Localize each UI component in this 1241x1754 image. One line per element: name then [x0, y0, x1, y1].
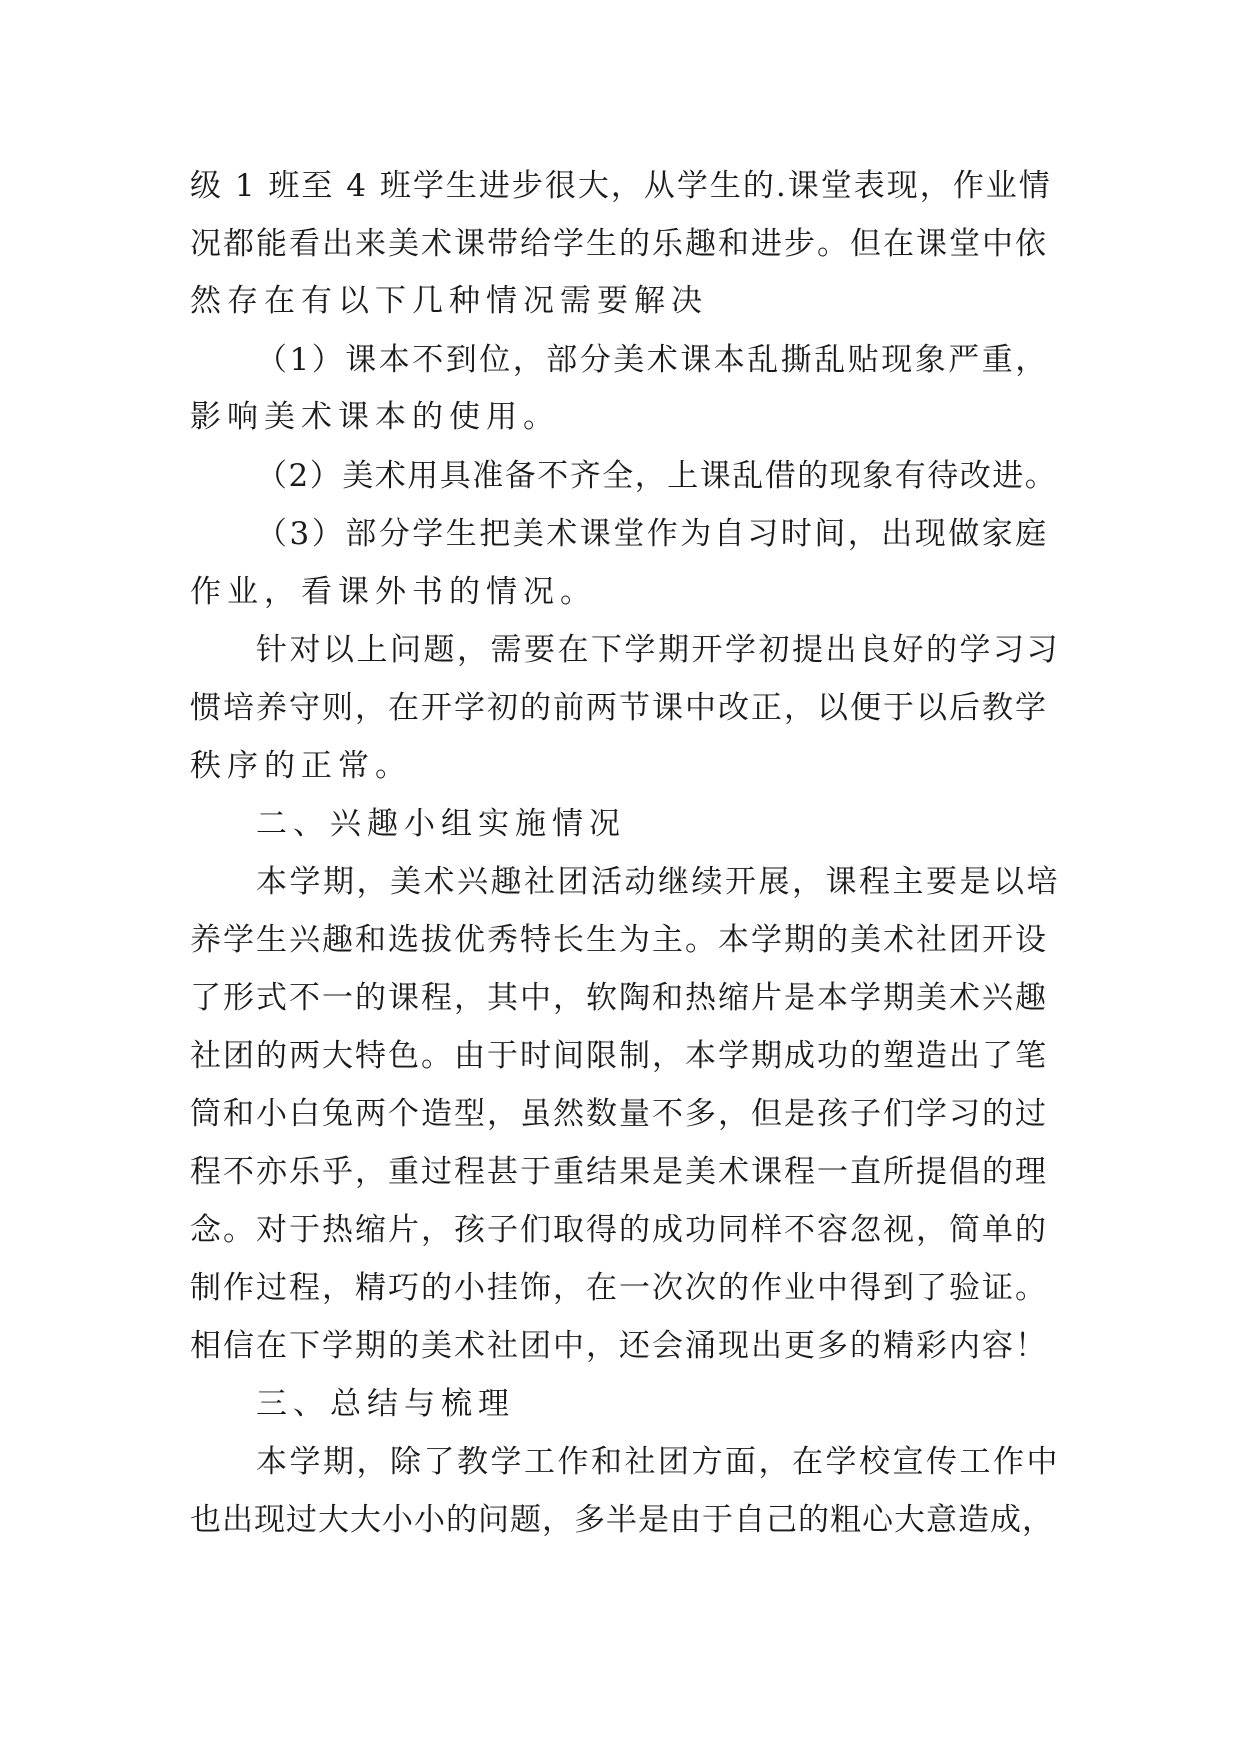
text-line: 级 1 班至 4 班学生进步很大，从学生的.课堂表现，作业情 [190, 168, 1052, 204]
text-line: 养学生兴趣和选拔优秀特长生为主。本学期的美术社团开设 [190, 922, 1048, 958]
paragraph-start: 针对以上问题，需要在下学期开学初提出良好的学习习 [256, 632, 1060, 668]
text-line: 社团的两大特色。由于时间限制，本学期成功的塑造出了笔 [190, 1038, 1048, 1074]
section-heading: 二、兴趣小组实施情况 [256, 806, 626, 842]
text-line: 惯培养守则，在开学初的前两节课中改正，以便于以后教学 [190, 690, 1048, 726]
text-line: 然存在有以下几种情况需要解决 [190, 283, 708, 319]
text-line: 相信在下学期的美术社团中，还会涌现出更多的精彩内容！ [190, 1328, 1048, 1364]
text-line: 作业，看课外书的情况。 [190, 574, 597, 610]
paragraph-start: 本学期，美术兴趣社团活动继续开展，课程主要是以培 [256, 864, 1060, 900]
text-line: 况都能看出来美术课带给学生的乐趣和进步。但在课堂中依 [190, 226, 1048, 262]
list-item: （3）部分学生把美术课堂作为自习时间，出现做家庭 [256, 516, 1049, 552]
paragraph-start: 本学期，除了教学工作和社团方面，在学校宣传工作中 [256, 1444, 1060, 1480]
text-line: 了形式不一的课程，其中，软陶和热缩片是本学期美术兴趣 [190, 980, 1048, 1016]
text-line: 也出现过大大小小的问题，多半是由于自己的粗心大意造成， [190, 1502, 1054, 1538]
section-heading: 三、总结与梳理 [256, 1386, 515, 1422]
text-line: 程不亦乐乎，重过程甚于重结果是美术课程一直所提倡的理 [190, 1154, 1048, 1190]
text-line: 筒和小白兔两个造型，虽然数量不多，但是孩子们学习的过 [190, 1096, 1048, 1132]
text-line: 影响美术课本的使用。 [190, 399, 560, 435]
text-line: 秩序的正常。 [190, 748, 412, 784]
list-item: （1）课本不到位，部分美术课本乱撕乱贴现象严重， [256, 342, 1049, 378]
text-line: 念。对于热缩片，孩子们取得的成功同样不容忽视，简单的 [190, 1212, 1048, 1248]
text-line: 制作过程，精巧的小挂饰，在一次次的作业中得到了验证。 [190, 1270, 1048, 1306]
list-item: （2）美术用具准备不齐全，上课乱借的现象有待改进。 [256, 458, 1058, 494]
